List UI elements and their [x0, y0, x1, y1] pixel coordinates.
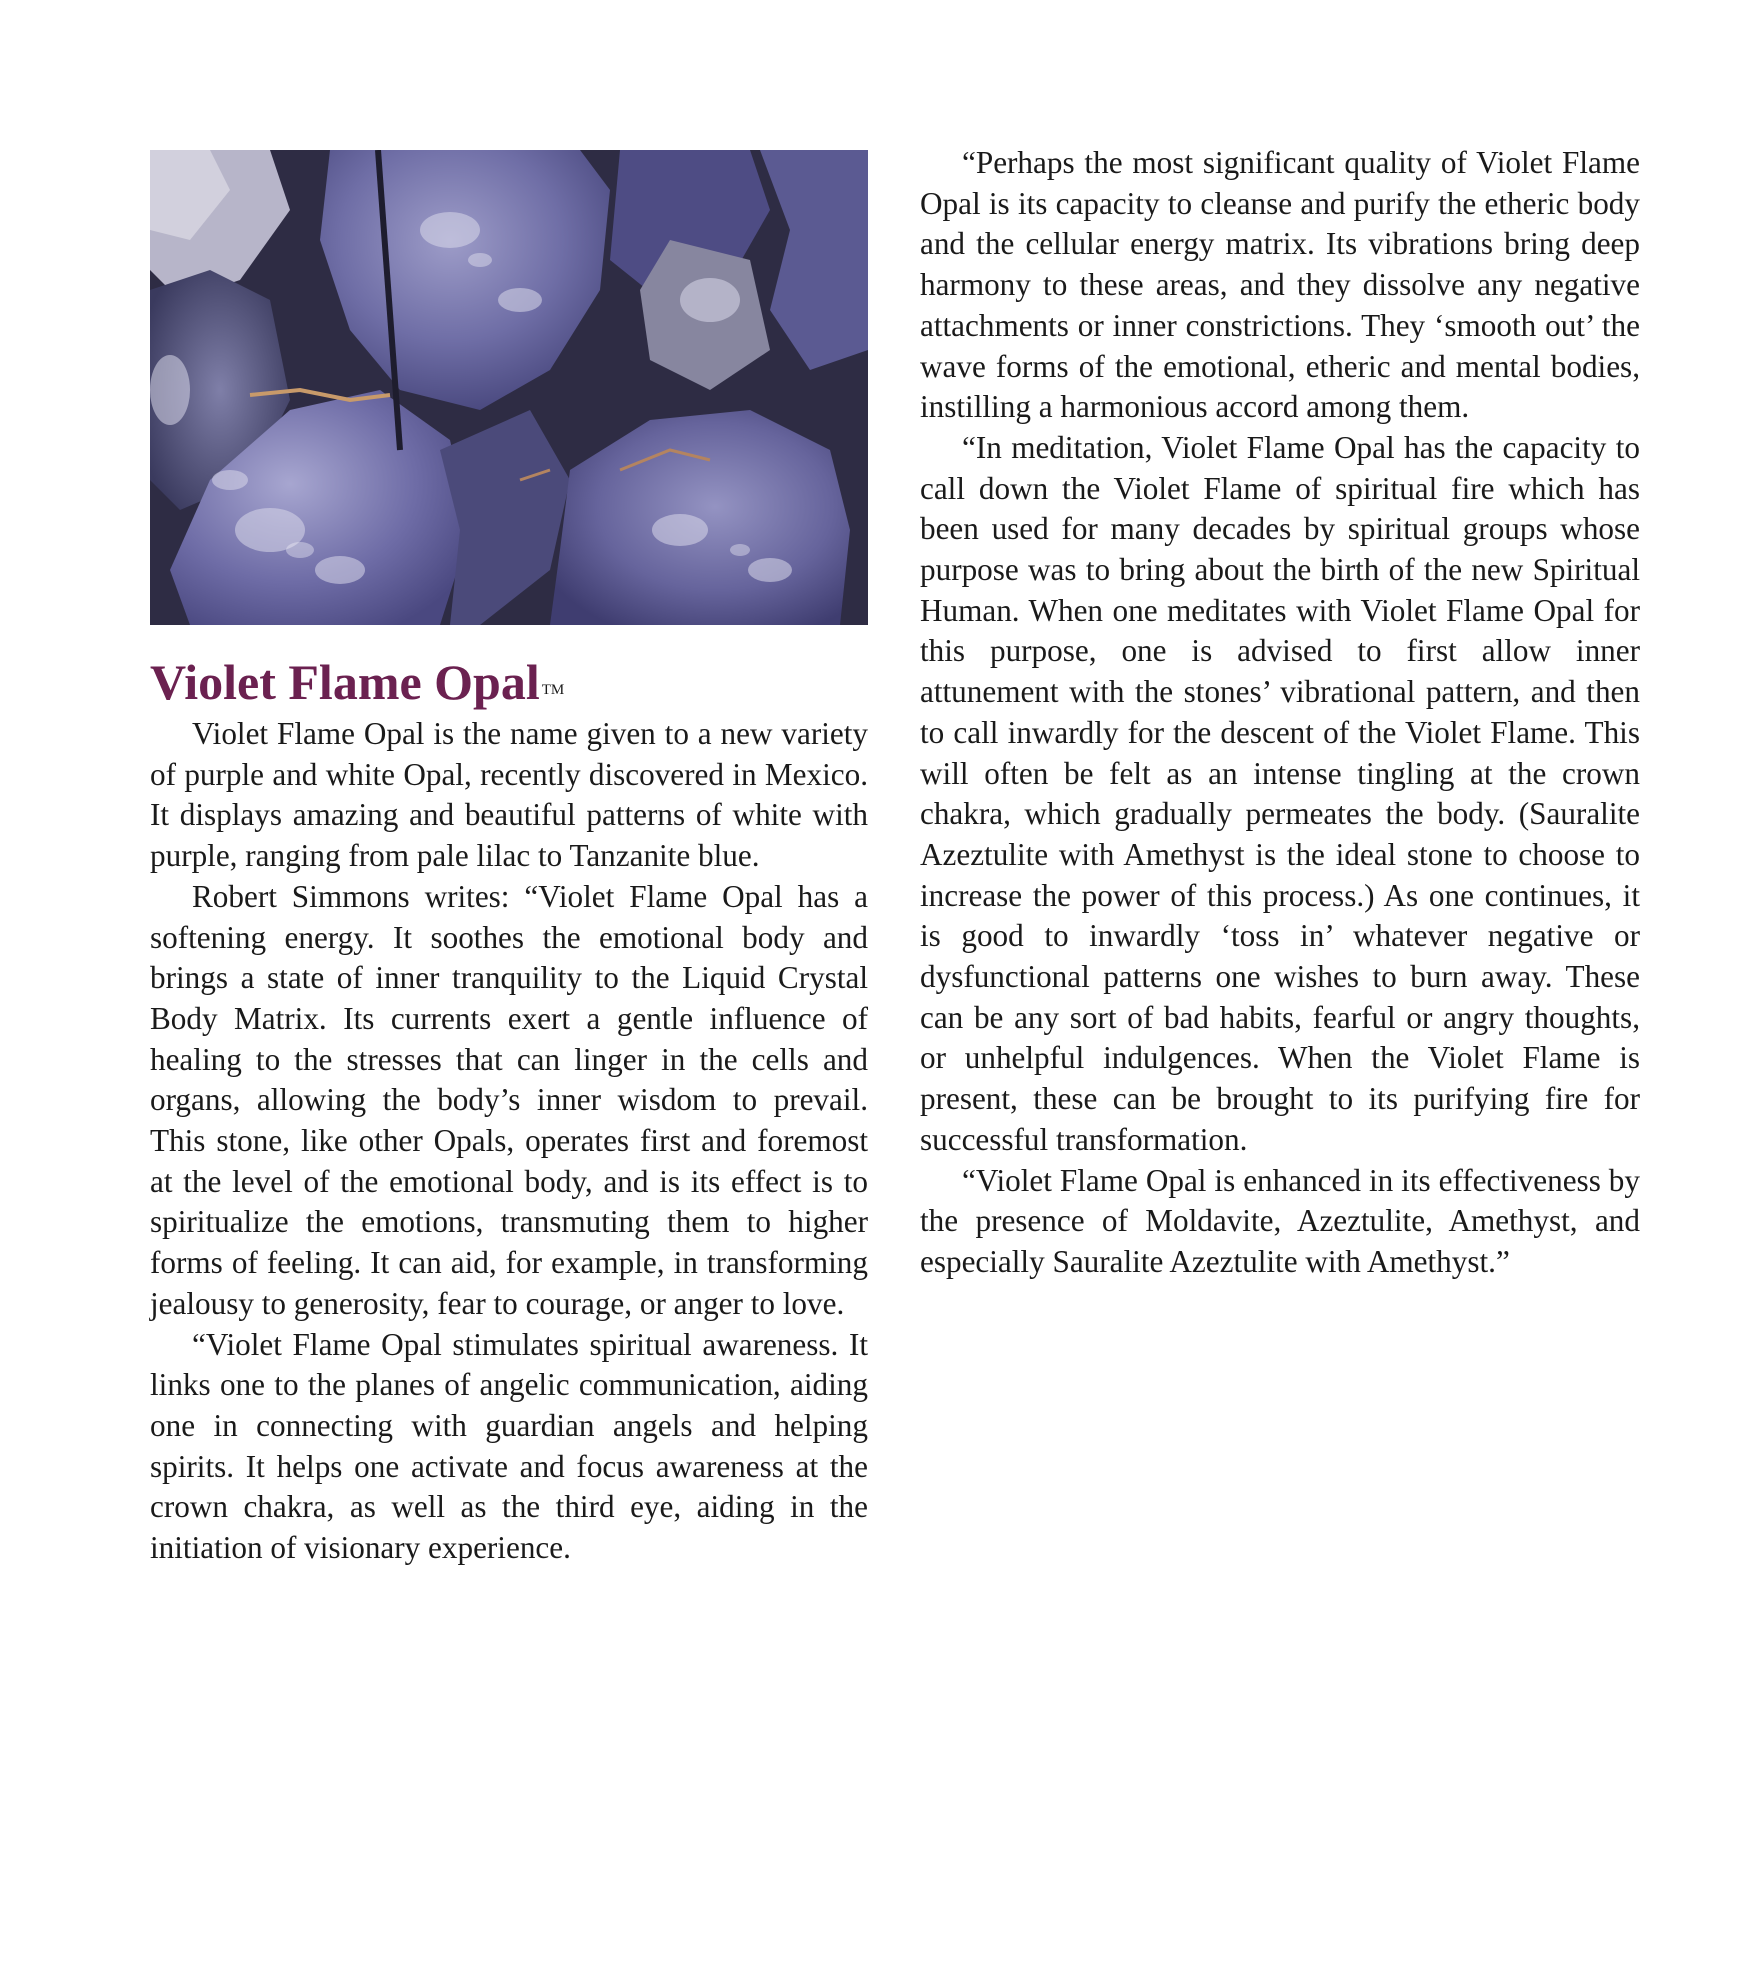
paragraph: “Violet Flame Opal is enhanced in its effectiveness by the presence of Moldavite, Azeztulite, Amethyst, and especially Sauralite Azeztulite with Amethyst.” — [920, 1162, 1640, 1279]
left-text-column — [150, 714, 868, 1569]
paragraph: Violet Flame Opal is the name given to a new variety of purple and white Opal, recently discovered in Mexico. It displays amazing and beautiful patterns of white with purple, ranging from pale lilac to Tanzanite blue. — [150, 716, 868, 874]
paragraph: Robert Simmons writes: “Violet Flame Opal has a softening energy. It soothes the emotional body and brings a state of inner tranquility to the Liquid Crystal Body Matrix. Its currents exert a gentle influence of healing to the stresses that can linger in the cells and organs, allowing the body’s inner wisdom to prevail. This stone, like other Opals, operates first and foremost at the level of the emotional body, and is its effect is to spiritualize the emotions, transmuting them to higher forms of feeling. It can aid, for example, in transforming jealousy to generosity, fear to courage, or anger to love. — [150, 878, 868, 1321]
trademark-mark: TM — [541, 682, 565, 698]
paragraph: “In meditation, Violet Flame Opal has the capacity to call down the Violet Flame of spiritual fire which has been used for many decades by spiritual groups whose purpose was to bring about the birth of the new Spiritual Human. When one meditates with Violet Flame Opal for this purpose, one is advised to first allow inner attunement with the stones’ vibrational pattern, and then to call inwardly for the descent of the Violet Flame. This will often be felt as an intense tingling at the crown chakra, which gradually permeates the body. (Sauralite Azeztulite with Amethyst is the ideal stone to choose to increase the power of this process.) As one continues, it is good to inwardly ‘toss in’ whatever negative or dysfunctional patterns one wishes to burn away. These can be any sort of bad habits, fearful or angry thoughts, or unhelpful indulgences. When the Violet Flame is present, these can be brought to its purifying fire for successful transformation. — [920, 429, 1640, 1157]
right-text-column — [920, 143, 1640, 1283]
violet-flame-opal-image — [150, 150, 868, 625]
stone-photo — [150, 150, 868, 625]
stone-title-text: Violet Flame Opal — [150, 654, 540, 710]
stone-title — [150, 652, 868, 712]
paragraph: “Violet Flame Opal stimulates spiritual awareness. It links one to the planes of angelic communication, aiding one in connecting with guardian angels and helping spirits. It helps one activate and focus awareness at the crown chakra, as well as the third eye, aiding in the initiation of visionary experience. — [150, 1326, 868, 1566]
paragraph: “Perhaps the most significant quality of Violet Flame Opal is its capacity to cleanse and purify the etheric body and the cellular energy matrix. Its vibrations bring deep harmony to these areas, and they dissolve any negative attachments or inner constrictions. They ‘smooth out’ the wave forms of the emotional, etheric and mental bodies, instilling a harmonious accord among them. — [920, 145, 1640, 425]
